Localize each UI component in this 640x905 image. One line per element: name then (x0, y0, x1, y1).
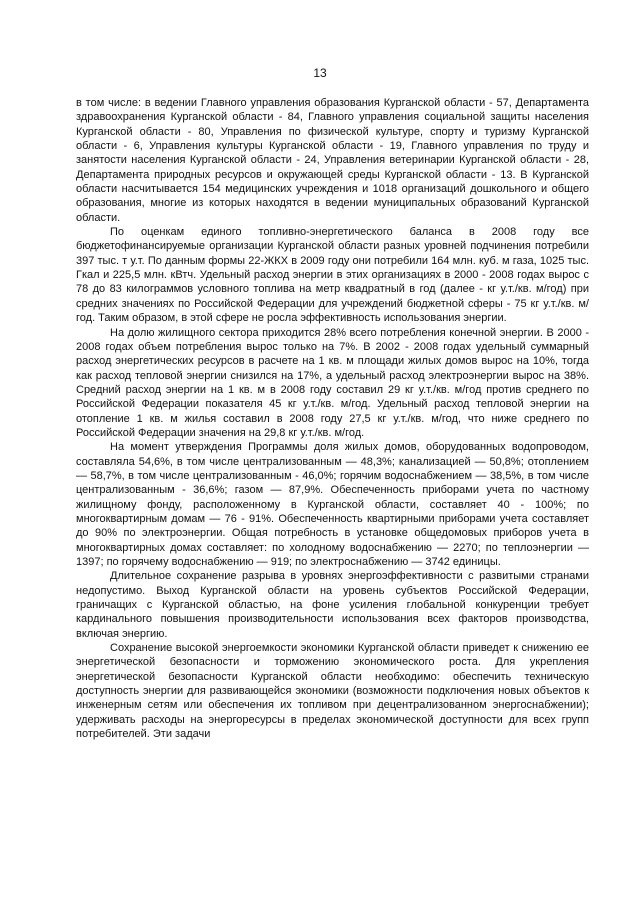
paragraph-energy-security: Сохранение высокой энергоемкости экономики Курганской области приведет к снижению ее энергетической безопасности и торможению экономического роста. Для укрепления энергетической безопасности Курганской области необходимо: обеспечить техническую доступность энергии для развивающейся экономики (возможности подключения новых объектов к инженерным сетям или обеспечения их топливом при децентрализованном энергоснабжении); удерживать расходы на энергоресурсы в пределах экономической доступности для всех групп потребителей. Эти задачи (76, 642, 589, 741)
document-body (76, 96, 589, 741)
paragraph-program-approval: На момент утверждения Программы доля жилых домов, оборудованных водопроводом, составляла 54,6%, в том числе централизованным — 48,3%; канализацией — 50,8%; отоплением — 58,7%, в том числе централизованным - 46,0%; горячим водоснабжением — 38,5%, в том числе централизованным - 36,6%; газом — 87,9%. Обеспеченность приборами учета по частному жилищному фонду, расположенному в Курганской области, составляет 40 - 100%; по многоквартирным домам — 76 - 91%. Обеспеченность квартирными приборами учета составляет до 90% по электроэнергии. Общая потребность в установке общедомовых приборов учета в многоквартирных домах составляет: по холодному водоснабжению — 2270; по теплоэнергии — 1397; по горячему водоснабжению — 919; по электроснабжению — 3742 единицы. (76, 441, 589, 568)
paragraph-efficiency-gap: Длительное сохранение разрыва в уровнях энергоэффективности с развитыми странами недопустимо. Выход Курганской области на уровень субъектов Российской Федерации, граничащих с Курганской областью, на фоне усиления глобальной конкуренции требует кардинального повышения производительности использования всех факторов производства, включая энергию. (76, 570, 589, 640)
paragraph-continuation: в том числе: в ведении Главного управления образования Курганской области - 57, Департамента здравоохранения Курганской области - 84, Главного управления социальной защиты населения Курганской области - 80, Управления по физической культуре, спорту и туризму Курганской области - 6, Управления культуры Курганской области - 19, Главного управления по труду и занятости населения Курганской области - 24, Управления ветеринарии Курганской области - 28, Департамента природных ресурсов и окружающей среды Курганской области - 13. В Курганской области насчитывается 154 медицинских учреждения и 1018 организаций дошкольного и общего образования, многие из которых находятся в ведении муниципальных образований Курганской области. (76, 97, 589, 224)
paragraph-fuel-balance: По оценкам единого топливно-энергетического баланса в 2008 году все бюджетофинансируемые организации Курганской области разных уровней подчинения потребили 397 тыс. т у.т. По данным формы 22-ЖКХ в 2009 году они потребили 164 млн. куб. м газа, 1025 тыс. Гкал и 225,5 млн. кВтч. Удельный расход энергии в этих организациях в 2000 - 2008 годах вырос с 78 до 83 килограммов условного топлива на метр квадратный в год (далее - кг у.т./кв. м/год) при средних значениях по Российской Федерации для учреждений бюджетной сферы - 75 кг у.т./кв. м/год. Таким образом, в этой сфере не росла эффективность использования энергии. (76, 226, 589, 325)
page-number: 13 (313, 66, 327, 80)
paragraph-housing-sector: На долю жилищного сектора приходится 28% всего потребления конечной энергии. В 2000 - 2008 годах объем потребления вырос только на 7%. В 2002 - 2008 годах удельный суммарный расход энергетических ресурсов в расчете на 1 кв. м площади жилых домов вырос на 10%, тогда как расход тепловой энергии снизился на 17%, а удельный расход электроэнергии вырос на 38%. Средний расход энергии на 1 кв. м в 2008 году составил 29 кг у.т./кв. м/год против среднего по Российской Федерации показателя 45 кг у.т./кв. м/год. Удельный расход тепловой энергии на отопление 1 кв. м жилья составил в 2008 году 27,5 кг у.т./кв. м/год, что ниже среднего по Российской Федерации значения на 29,8 кг у.т./кв. м/год. (76, 326, 589, 439)
